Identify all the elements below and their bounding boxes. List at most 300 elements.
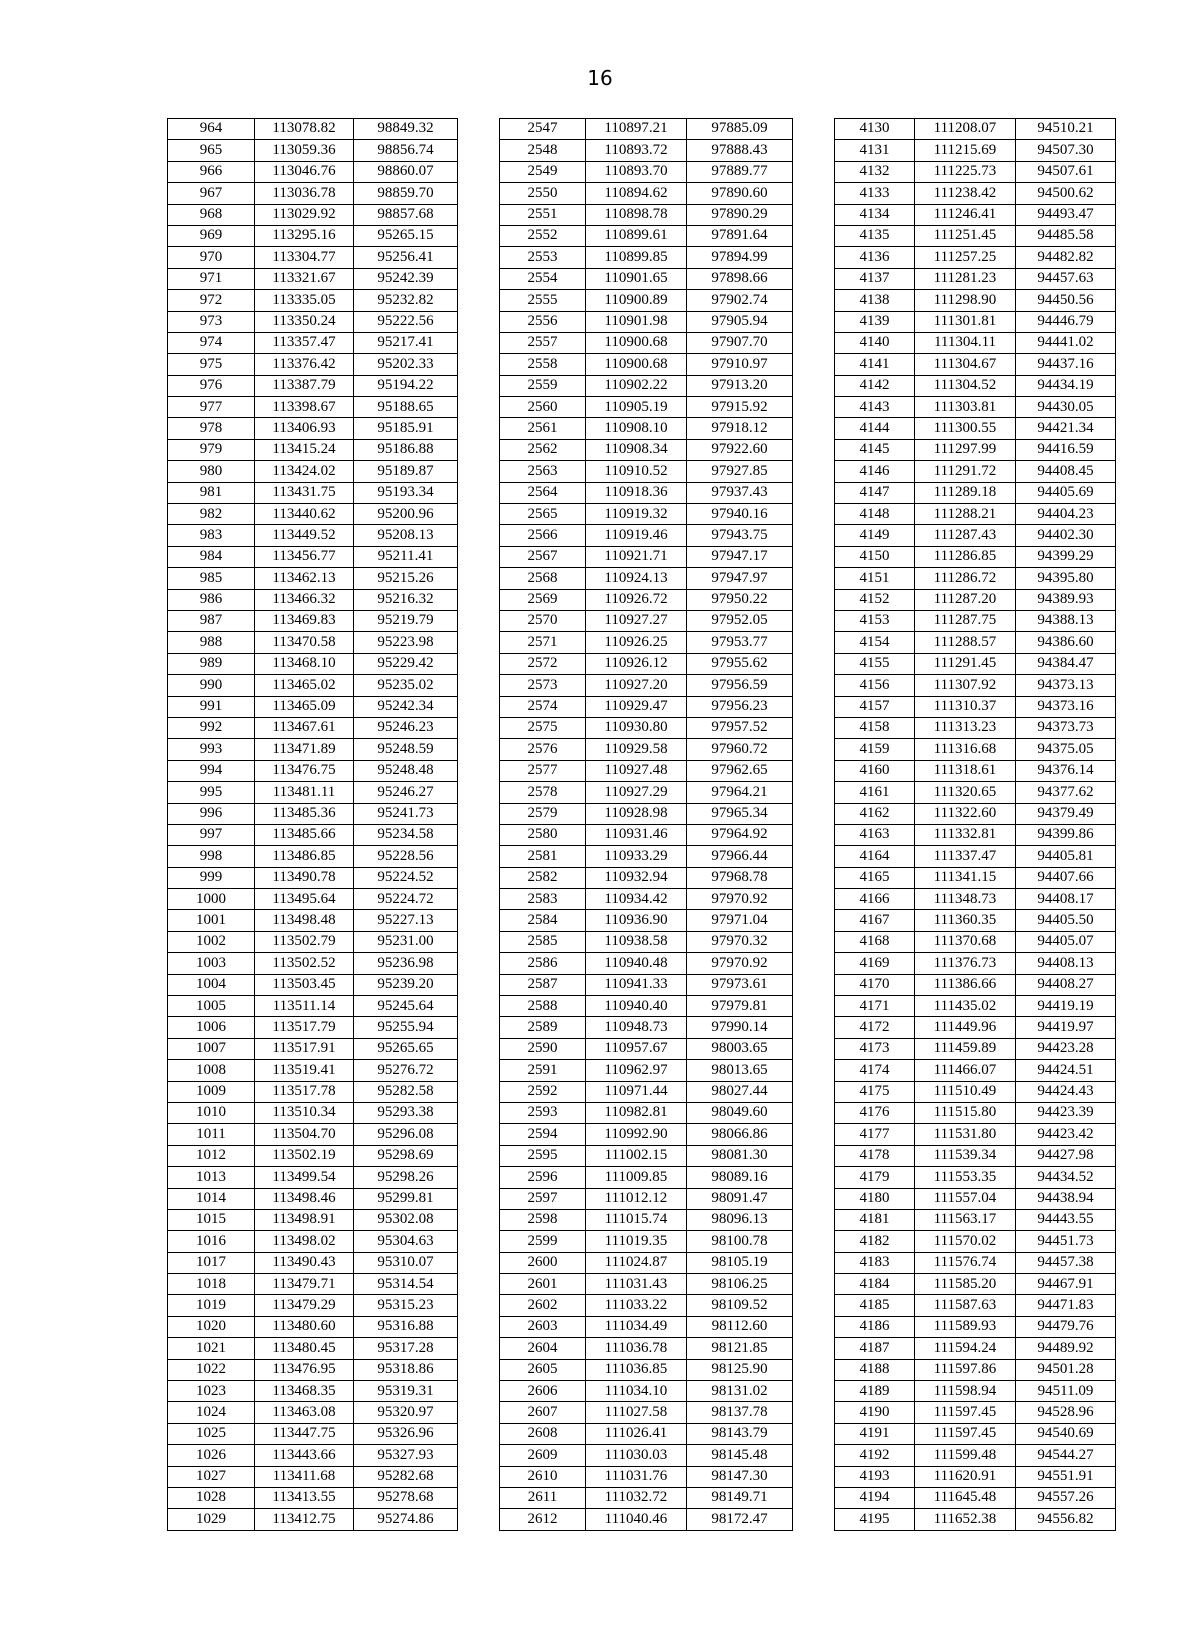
x-coordinate-cell: 113502.19 [255,1145,354,1166]
table-row [168,653,458,674]
x-coordinate-cell: 113498.02 [255,1231,354,1252]
table-row [168,953,458,974]
y-coordinate-cell: 94421.34 [1016,418,1116,439]
table-row [168,1381,458,1402]
table-row [500,1381,793,1402]
y-coordinate-cell: 98859.70 [354,183,458,204]
y-coordinate-cell: 95255.94 [354,1017,458,1038]
y-coordinate-cell: 95317.28 [354,1338,458,1359]
table-row [500,268,793,289]
x-coordinate-cell: 110928.98 [586,803,687,824]
coordinates-table-1 [167,118,458,1531]
table-row [500,204,793,225]
point-number-cell: 4171 [835,996,915,1017]
point-number-cell: 1008 [168,1060,255,1081]
table-row [835,119,1116,140]
x-coordinate-cell: 111291.72 [915,461,1016,482]
table-row [168,204,458,225]
point-number-cell: 4135 [835,225,915,246]
point-number-cell: 4164 [835,846,915,867]
point-number-cell: 979 [168,439,255,460]
point-number-cell: 2590 [500,1038,586,1059]
table-row [500,953,793,974]
x-coordinate-cell: 111510.49 [915,1081,1016,1102]
point-number-cell: 2576 [500,739,586,760]
point-number-cell: 4187 [835,1338,915,1359]
x-coordinate-cell: 113335.05 [255,290,354,311]
y-coordinate-cell: 94434.52 [1016,1167,1116,1188]
table-row [835,717,1116,738]
table-row [168,931,458,952]
y-coordinate-cell: 94404.23 [1016,504,1116,525]
point-number-cell: 976 [168,375,255,396]
y-coordinate-cell: 95327.93 [354,1445,458,1466]
point-number-cell: 2603 [500,1316,586,1337]
table-row [168,439,458,460]
table-row [835,1274,1116,1295]
y-coordinate-cell: 97889.77 [687,161,793,182]
point-number-cell: 4142 [835,375,915,396]
y-coordinate-cell: 95194.22 [354,375,458,396]
point-number-cell: 1025 [168,1423,255,1444]
y-coordinate-cell: 94430.05 [1016,397,1116,418]
x-coordinate-cell: 110926.72 [586,589,687,610]
x-coordinate-cell: 111287.20 [915,589,1016,610]
table-row [500,525,793,546]
x-coordinate-cell: 111599.48 [915,1445,1016,1466]
x-coordinate-cell: 111589.93 [915,1316,1016,1337]
table-row [500,824,793,845]
x-coordinate-cell: 110940.40 [586,996,687,1017]
table-row [500,1338,793,1359]
table-row [835,311,1116,332]
x-coordinate-cell: 111238.42 [915,183,1016,204]
x-coordinate-cell: 111570.02 [915,1231,1016,1252]
x-coordinate-cell: 111563.17 [915,1209,1016,1230]
point-number-cell: 982 [168,504,255,525]
table-row [500,910,793,931]
point-number-cell: 2586 [500,953,586,974]
y-coordinate-cell: 98125.90 [687,1359,793,1380]
y-coordinate-cell: 95219.79 [354,610,458,631]
table-row [168,119,458,140]
y-coordinate-cell: 94408.27 [1016,974,1116,995]
table-row [168,225,458,246]
point-number-cell: 2570 [500,610,586,631]
y-coordinate-cell: 94479.76 [1016,1316,1116,1337]
y-coordinate-cell: 97891.64 [687,225,793,246]
table-row [168,782,458,803]
point-number-cell: 983 [168,525,255,546]
x-coordinate-cell: 111539.34 [915,1145,1016,1166]
table-row [168,1509,458,1530]
point-number-cell: 4176 [835,1102,915,1123]
x-coordinate-cell: 111297.99 [915,439,1016,460]
point-number-cell: 4186 [835,1316,915,1337]
y-coordinate-cell: 94451.73 [1016,1231,1116,1252]
x-coordinate-cell: 111288.21 [915,504,1016,525]
y-coordinate-cell: 97910.97 [687,354,793,375]
x-coordinate-cell: 110910.52 [586,461,687,482]
table-row [500,1124,793,1145]
y-coordinate-cell: 94485.58 [1016,225,1116,246]
y-coordinate-cell: 98112.60 [687,1316,793,1337]
point-number-cell: 966 [168,161,255,182]
x-coordinate-cell: 111310.37 [915,696,1016,717]
table-row [835,161,1116,182]
y-coordinate-cell: 97885.09 [687,119,793,140]
y-coordinate-cell: 98149.71 [687,1488,793,1509]
y-coordinate-cell: 95242.34 [354,696,458,717]
point-number-cell: 2595 [500,1145,586,1166]
page-number: 16 [587,66,613,90]
point-number-cell: 4132 [835,161,915,182]
table-row [168,739,458,760]
x-coordinate-cell: 113498.91 [255,1209,354,1230]
table-row [835,1209,1116,1230]
point-number-cell: 2547 [500,119,586,140]
table-row [835,1423,1116,1444]
table-row [835,397,1116,418]
y-coordinate-cell: 94407.66 [1016,867,1116,888]
x-coordinate-cell: 111360.35 [915,910,1016,931]
y-coordinate-cell: 97962.65 [687,760,793,781]
x-coordinate-cell: 111597.86 [915,1359,1016,1380]
point-number-cell: 4181 [835,1209,915,1230]
y-coordinate-cell: 94557.26 [1016,1488,1116,1509]
y-coordinate-cell: 95242.39 [354,268,458,289]
table-row [168,889,458,910]
point-number-cell: 4162 [835,803,915,824]
table-row [835,1102,1116,1123]
table-row [168,675,458,696]
y-coordinate-cell: 95216.32 [354,589,458,610]
point-number-cell: 4155 [835,653,915,674]
point-number-cell: 988 [168,632,255,653]
table-row [835,1488,1116,1509]
y-coordinate-cell: 95227.13 [354,910,458,931]
point-number-cell: 992 [168,717,255,738]
table-row [168,268,458,289]
y-coordinate-cell: 97955.62 [687,653,793,674]
y-coordinate-cell: 94405.69 [1016,482,1116,503]
y-coordinate-cell: 97970.32 [687,931,793,952]
x-coordinate-cell: 111281.23 [915,268,1016,289]
x-coordinate-cell: 113468.10 [255,653,354,674]
y-coordinate-cell: 94424.43 [1016,1081,1116,1102]
x-coordinate-cell: 111585.20 [915,1274,1016,1295]
table-row [168,332,458,353]
y-coordinate-cell: 95318.86 [354,1359,458,1380]
y-coordinate-cell: 97940.16 [687,504,793,525]
point-number-cell: 2571 [500,632,586,653]
table-row [500,846,793,867]
x-coordinate-cell: 110931.46 [586,824,687,845]
y-coordinate-cell: 94373.73 [1016,717,1116,738]
point-number-cell: 964 [168,119,255,140]
y-coordinate-cell: 95222.56 [354,311,458,332]
x-coordinate-cell: 113502.79 [255,931,354,952]
x-coordinate-cell: 110919.46 [586,525,687,546]
x-coordinate-cell: 113036.78 [255,183,354,204]
table-row [500,546,793,567]
y-coordinate-cell: 95248.59 [354,739,458,760]
point-number-cell: 2557 [500,332,586,353]
y-coordinate-cell: 94510.21 [1016,119,1116,140]
point-number-cell: 4149 [835,525,915,546]
y-coordinate-cell: 94438.94 [1016,1188,1116,1209]
y-coordinate-cell: 97952.05 [687,610,793,631]
point-number-cell: 2597 [500,1188,586,1209]
table-row [168,610,458,631]
y-coordinate-cell: 98856.74 [354,140,458,161]
table-row [835,1338,1116,1359]
y-coordinate-cell: 94377.62 [1016,782,1116,803]
x-coordinate-cell: 111597.45 [915,1402,1016,1423]
y-coordinate-cell: 95298.26 [354,1167,458,1188]
point-number-cell: 1009 [168,1081,255,1102]
y-coordinate-cell: 97927.85 [687,461,793,482]
table-row [168,504,458,525]
point-number-cell: 1029 [168,1509,255,1530]
table-row [835,439,1116,460]
x-coordinate-cell: 111515.80 [915,1102,1016,1123]
table-row [500,354,793,375]
y-coordinate-cell: 95224.72 [354,889,458,910]
y-coordinate-cell: 94384.47 [1016,653,1116,674]
point-number-cell: 4192 [835,1445,915,1466]
point-number-cell: 2609 [500,1445,586,1466]
point-number-cell: 2567 [500,546,586,567]
table-row [835,824,1116,845]
coordinates-table-2 [499,118,793,1531]
table-row [835,568,1116,589]
table-row [835,1445,1116,1466]
x-coordinate-cell: 113398.67 [255,397,354,418]
y-coordinate-cell: 94379.49 [1016,803,1116,824]
y-coordinate-cell: 95276.72 [354,1060,458,1081]
table-row [500,1188,793,1209]
table-row [835,1295,1116,1316]
y-coordinate-cell: 97979.81 [687,996,793,1017]
point-number-cell: 2553 [500,247,586,268]
x-coordinate-cell: 111289.18 [915,482,1016,503]
point-number-cell: 2566 [500,525,586,546]
y-coordinate-cell: 94501.28 [1016,1359,1116,1380]
table-row [500,311,793,332]
x-coordinate-cell: 111032.72 [586,1488,687,1509]
x-coordinate-cell: 113499.54 [255,1167,354,1188]
x-coordinate-cell: 110899.61 [586,225,687,246]
table-row [168,161,458,182]
y-coordinate-cell: 95319.31 [354,1381,458,1402]
y-coordinate-cell: 97956.59 [687,675,793,696]
point-number-cell: 2605 [500,1359,586,1380]
table-row [168,1445,458,1466]
point-number-cell: 4131 [835,140,915,161]
x-coordinate-cell: 110918.36 [586,482,687,503]
x-coordinate-cell: 110934.42 [586,889,687,910]
point-number-cell: 2583 [500,889,586,910]
table-row [168,546,458,567]
x-coordinate-cell: 111652.38 [915,1509,1016,1530]
y-coordinate-cell: 95256.41 [354,247,458,268]
y-coordinate-cell: 97970.92 [687,953,793,974]
point-number-cell: 4185 [835,1295,915,1316]
point-number-cell: 4172 [835,1017,915,1038]
x-coordinate-cell: 111553.35 [915,1167,1016,1188]
y-coordinate-cell: 95278.68 [354,1488,458,1509]
x-coordinate-cell: 111332.81 [915,824,1016,845]
y-coordinate-cell: 94408.13 [1016,953,1116,974]
x-coordinate-cell: 111376.73 [915,953,1016,974]
table-row [500,1466,793,1487]
table-row [835,846,1116,867]
y-coordinate-cell: 94437.16 [1016,354,1116,375]
table-row [168,1102,458,1123]
table-row [835,1231,1116,1252]
x-coordinate-cell: 113469.83 [255,610,354,631]
x-coordinate-cell: 111435.02 [915,996,1016,1017]
x-coordinate-cell: 111246.41 [915,204,1016,225]
x-coordinate-cell: 110908.34 [586,439,687,460]
y-coordinate-cell: 97960.72 [687,739,793,760]
table-row [835,183,1116,204]
y-coordinate-cell: 94424.51 [1016,1060,1116,1081]
y-coordinate-cell: 94386.60 [1016,632,1116,653]
y-coordinate-cell: 95316.88 [354,1316,458,1337]
x-coordinate-cell: 113480.60 [255,1316,354,1337]
table-row [500,290,793,311]
table-row [500,760,793,781]
point-number-cell: 2587 [500,974,586,995]
table-row [835,1402,1116,1423]
table-row [835,461,1116,482]
table-row [168,1124,458,1145]
table-row [835,739,1116,760]
y-coordinate-cell: 98145.48 [687,1445,793,1466]
point-number-cell: 2563 [500,461,586,482]
point-number-cell: 997 [168,824,255,845]
y-coordinate-cell: 97964.21 [687,782,793,803]
point-number-cell: 4136 [835,247,915,268]
table-row [500,1316,793,1337]
y-coordinate-cell: 95200.96 [354,504,458,525]
point-number-cell: 971 [168,268,255,289]
y-coordinate-cell: 95228.56 [354,846,458,867]
table-row [835,974,1116,995]
y-coordinate-cell: 98049.60 [687,1102,793,1123]
point-number-cell: 965 [168,140,255,161]
x-coordinate-cell: 110938.58 [586,931,687,952]
x-coordinate-cell: 111598.94 [915,1381,1016,1402]
y-coordinate-cell: 94399.29 [1016,546,1116,567]
table-row [500,696,793,717]
point-number-cell: 4174 [835,1060,915,1081]
table-row [500,974,793,995]
x-coordinate-cell: 110929.58 [586,739,687,760]
x-coordinate-cell: 111645.48 [915,1488,1016,1509]
table-row [835,332,1116,353]
y-coordinate-cell: 95245.64 [354,996,458,1017]
y-coordinate-cell: 98091.47 [687,1188,793,1209]
point-number-cell: 4157 [835,696,915,717]
point-number-cell: 2549 [500,161,586,182]
point-number-cell: 4154 [835,632,915,653]
x-coordinate-cell: 110898.78 [586,204,687,225]
point-number-cell: 2599 [500,1231,586,1252]
table-row [500,675,793,696]
x-coordinate-cell: 113406.93 [255,418,354,439]
y-coordinate-cell: 97894.99 [687,247,793,268]
y-coordinate-cell: 95274.86 [354,1509,458,1530]
table-row [168,1274,458,1295]
y-coordinate-cell: 97947.17 [687,546,793,567]
x-coordinate-cell: 111304.67 [915,354,1016,375]
table-row [168,717,458,738]
x-coordinate-cell: 111040.46 [586,1509,687,1530]
table-row [168,1231,458,1252]
table-row [500,610,793,631]
point-number-cell: 2559 [500,375,586,396]
table-row [500,1102,793,1123]
table-row [835,1145,1116,1166]
point-number-cell: 967 [168,183,255,204]
point-number-cell: 2596 [500,1167,586,1188]
point-number-cell: 4139 [835,311,915,332]
x-coordinate-cell: 113466.32 [255,589,354,610]
y-coordinate-cell: 98147.30 [687,1466,793,1487]
y-coordinate-cell: 94423.28 [1016,1038,1116,1059]
table-row [500,461,793,482]
x-coordinate-cell: 113486.85 [255,846,354,867]
point-number-cell: 968 [168,204,255,225]
y-coordinate-cell: 97965.34 [687,803,793,824]
table-row [168,1209,458,1230]
y-coordinate-cell: 95186.88 [354,439,458,460]
point-number-cell: 2584 [500,910,586,931]
table-row [500,247,793,268]
x-coordinate-cell: 110929.47 [586,696,687,717]
x-coordinate-cell: 110992.90 [586,1124,687,1145]
y-coordinate-cell: 97922.60 [687,439,793,460]
y-coordinate-cell: 95299.81 [354,1188,458,1209]
point-number-cell: 2589 [500,1017,586,1038]
x-coordinate-cell: 111291.45 [915,653,1016,674]
table-row [835,889,1116,910]
y-coordinate-cell: 95235.02 [354,675,458,696]
table-row [168,1081,458,1102]
y-coordinate-cell: 95208.13 [354,525,458,546]
point-number-cell: 4189 [835,1381,915,1402]
y-coordinate-cell: 98003.65 [687,1038,793,1059]
y-coordinate-cell: 98172.47 [687,1509,793,1530]
x-coordinate-cell: 113447.75 [255,1423,354,1444]
table-row [500,1509,793,1530]
y-coordinate-cell: 94493.47 [1016,204,1116,225]
table-row [500,1488,793,1509]
point-number-cell: 1028 [168,1488,255,1509]
point-number-cell: 2569 [500,589,586,610]
x-coordinate-cell: 113498.46 [255,1188,354,1209]
point-number-cell: 4160 [835,760,915,781]
table-row [835,782,1116,803]
x-coordinate-cell: 113449.52 [255,525,354,546]
y-coordinate-cell: 97947.97 [687,568,793,589]
x-coordinate-cell: 113456.77 [255,546,354,567]
y-coordinate-cell: 97905.94 [687,311,793,332]
x-coordinate-cell: 111024.87 [586,1252,687,1273]
